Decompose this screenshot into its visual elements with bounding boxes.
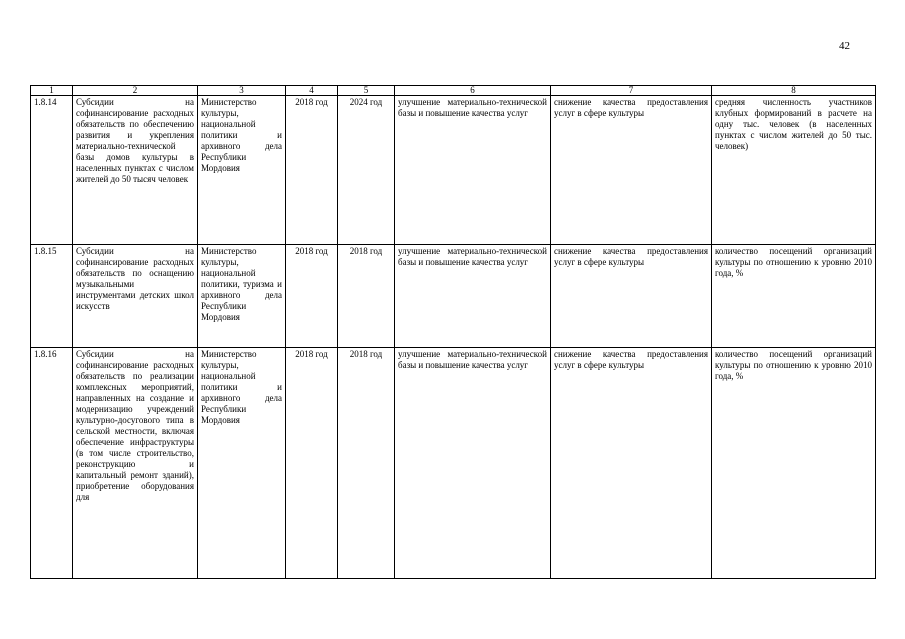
activity-name: Субсидии на софинансирование расходных обязательств по реализации комплексных мероприятий, направленных на создание и модернизацию учреждений культурно-досугового типа в сельской местности, включая обеспечение инфраструктуры (в том числе строительство, реконструкцию и капитальный ремонт зданий), приобретение оборудования для — [76, 349, 194, 502]
target-indicator: количество посещений организаций культуры по отношению к уровню 2010 года, % — [712, 245, 876, 348]
executor: Министерство культуры, национальной политики и архивного дела Республики Мордовия — [198, 348, 286, 579]
start-year: 2018 год — [286, 96, 338, 245]
row-number: 1.8.15 — [31, 245, 73, 348]
activity-name: Субсидии на софинансирование расходных обязательств по оснащению музыкальными инструментами детских школ искусств — [73, 245, 198, 348]
row-number: 1.8.14 — [31, 96, 73, 245]
non-implementation-consequence: снижение качества предоставления услуг в сфере культуры — [551, 96, 712, 245]
header-cell: 4 — [286, 86, 338, 96]
activity-name: Субсидии на софинансирование расходных обязательств по обеспечению развития и укрепления материально-технической базы домов культуры в населенных пунктах с числом жителей до 50 тысяч человек — [73, 96, 198, 245]
program-activities-table — [30, 85, 876, 579]
header-cell: 2 — [73, 86, 198, 96]
header-cell: 6 — [395, 86, 551, 96]
target-indicator: средняя численность участников клубных формирований в расчете на одну тыс. человек (в населенных пунктах с числом жителей до 50 тыс. человек) — [712, 96, 876, 245]
table-row — [31, 245, 876, 348]
table-row — [31, 96, 876, 245]
header-cell: 1 — [31, 86, 73, 96]
expected-result: улучшение материально-технической базы и повышение качества услуг — [395, 245, 551, 348]
header-cell: 7 — [551, 86, 712, 96]
end-year: 2018 год — [338, 348, 395, 579]
expected-result: улучшение материально-технической базы и повышение качества услуг — [395, 348, 551, 579]
start-year: 2018 год — [286, 348, 338, 579]
non-implementation-consequence: снижение качества предоставления услуг в сфере культуры — [551, 245, 712, 348]
start-year: 2018 год — [286, 245, 338, 348]
header-cell: 5 — [338, 86, 395, 96]
header-row — [31, 86, 876, 96]
table-row — [31, 348, 876, 579]
activity-name-cell — [73, 348, 198, 579]
target-indicator: количество посещений организаций культуры по отношению к уровню 2010 года, % — [712, 348, 876, 579]
executor: Министерство культуры, национальной политики и архивного дела Республики Мордовия — [198, 96, 286, 245]
non-implementation-consequence: снижение качества предоставления услуг в сфере культуры — [551, 348, 712, 579]
end-year: 2018 год — [338, 245, 395, 348]
header-cell: 3 — [198, 86, 286, 96]
header-cell: 8 — [712, 86, 876, 96]
executor: Министерство культуры, национальной политики, туризма и архивного дела Республики Мордовия — [198, 245, 286, 348]
page-number: 42 — [839, 40, 850, 52]
row-number: 1.8.16 — [31, 348, 73, 579]
end-year: 2024 год — [338, 96, 395, 245]
expected-result: улучшение материально-технической базы и повышение качества услуг — [395, 96, 551, 245]
